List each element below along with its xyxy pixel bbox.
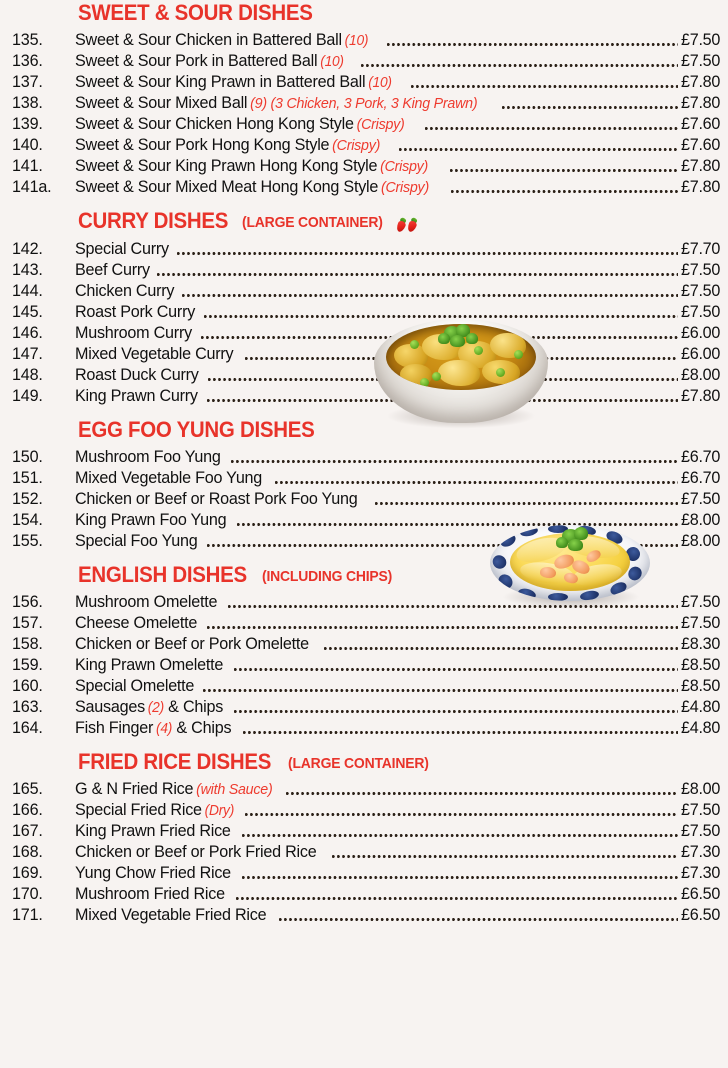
menu-item-number: 156. xyxy=(12,592,43,611)
menu-item-name xyxy=(75,633,309,654)
menu-item-name xyxy=(75,29,368,52)
menu-item-number: 143. xyxy=(12,260,43,279)
menu-item-name xyxy=(75,778,272,800)
menu-item-row xyxy=(0,364,728,385)
menu-item-name xyxy=(75,134,380,156)
menu-item-row xyxy=(0,29,728,50)
menu-item-row xyxy=(0,633,728,654)
menu-item-number: 146. xyxy=(12,323,43,342)
menu-item-number: 157. xyxy=(12,613,43,632)
menu-item-name xyxy=(75,446,221,467)
menu-item-name-text: Sweet & Sour King Prawn Hong Kong Style xyxy=(75,156,378,175)
dot-leader xyxy=(234,700,678,717)
dot-leader xyxy=(451,180,678,197)
menu-item-row xyxy=(0,176,728,197)
menu-item-price: £7.50 xyxy=(681,592,720,611)
dot-leader xyxy=(207,534,678,551)
dot-leader xyxy=(242,866,678,883)
menu-item-name-text: Roast Duck Curry xyxy=(75,365,199,384)
menu-item-price: £4.80 xyxy=(681,697,720,716)
menu-item-row xyxy=(0,904,728,925)
menu-item-row xyxy=(0,301,728,322)
dot-leader xyxy=(231,450,678,467)
section-title: FRIED RICE DISHES xyxy=(78,749,272,774)
menu-item-price: £8.50 xyxy=(681,655,720,674)
menu-item-number: 169. xyxy=(12,863,43,882)
dot-leader xyxy=(204,305,678,322)
section-subtitle: (LARGE CONTAINER) xyxy=(241,214,383,231)
menu-item-price: £7.80 xyxy=(681,72,720,91)
menu-item-number: 151. xyxy=(12,468,43,487)
menu-item-row xyxy=(0,612,728,633)
menu-item-number: 140. xyxy=(12,135,43,154)
menu-item-name xyxy=(75,509,226,530)
menu-item-note: (Crispy) xyxy=(380,158,429,175)
dot-leader xyxy=(361,54,678,71)
menu-item-name-text: Sweet & Sour Chicken Hong Kong Style xyxy=(75,114,354,133)
menu-item-name-text: Mushroom Foo Yung xyxy=(75,447,221,466)
menu-item-name-text: Mushroom Fried Rice xyxy=(75,884,225,903)
menu-item-name xyxy=(75,364,199,385)
menu-item-row xyxy=(0,591,728,612)
menu-item-note: (9) (3 Chicken, 3 Pork, 3 King Prawn) xyxy=(250,95,478,112)
dot-leader xyxy=(207,616,678,633)
menu-item-name xyxy=(75,883,225,904)
section-title: ENGLISH DISHES xyxy=(78,562,247,587)
menu-item-name xyxy=(75,654,223,675)
menu-item-name-text: Sweet & Sour Pork Hong Kong Style xyxy=(75,135,330,154)
menu-item-name xyxy=(75,488,357,509)
menu-item-note: (with Sauce) xyxy=(196,781,273,798)
menu-section-fried-rice-dishes xyxy=(0,738,728,925)
menu-item-name-text: King Prawn Foo Yung xyxy=(75,510,227,529)
menu-item-price: £7.80 xyxy=(681,156,720,175)
menu-item-name xyxy=(75,612,197,633)
section-heading-egg-foo-yung-dishes xyxy=(0,419,728,441)
menu-item-name xyxy=(75,696,223,719)
spice-level-indicator xyxy=(396,217,418,233)
menu-item-note: (10) xyxy=(344,33,369,49)
menu-item-name-text: Chicken Curry xyxy=(75,281,175,300)
menu-item-name-text: Roast Pork Curry xyxy=(75,302,196,321)
menu-item-row xyxy=(0,238,728,259)
menu-item-name-text: Beef Curry xyxy=(75,260,150,279)
menu-item-name xyxy=(75,385,198,406)
menu-item-price: £7.60 xyxy=(681,114,720,133)
menu-item-name-text: Chicken or Beef or Roast Pork Foo Yung xyxy=(75,489,358,508)
dot-leader xyxy=(208,368,678,385)
section-heading-english-dishes xyxy=(0,564,728,586)
menu-item-name xyxy=(75,280,174,301)
menu-item-price: £7.80 xyxy=(681,386,720,405)
menu-item-row xyxy=(0,799,728,820)
menu-section-sweet-and-sour-dishes xyxy=(0,2,728,197)
menu-item-name-text: King Prawn Curry xyxy=(75,386,198,405)
menu-item-name xyxy=(75,841,316,862)
menu-item-row xyxy=(0,654,728,675)
menu-section-egg-foo-yung-dishes xyxy=(0,406,728,551)
menu-item-price: £8.00 xyxy=(681,510,720,529)
menu-item-price: £7.60 xyxy=(681,135,720,154)
chili-pepper-icon xyxy=(396,218,407,232)
menu-item-number: 164. xyxy=(12,718,43,737)
menu-item-row xyxy=(0,675,728,696)
menu-item-name xyxy=(75,176,429,198)
menu-item-name xyxy=(75,322,192,343)
menu-item-number: 155. xyxy=(12,531,43,550)
menu-item-number: 158. xyxy=(12,634,43,653)
menu-item-row xyxy=(0,280,728,301)
dot-leader xyxy=(245,803,678,820)
menu-item-row xyxy=(0,92,728,113)
menu-item-name xyxy=(75,717,231,740)
menu-item-number: 141. xyxy=(12,156,43,175)
menu-item-name-text: Mixed Vegetable Fried Rice xyxy=(75,905,267,924)
menu-item-price: £6.70 xyxy=(681,447,720,466)
menu-item-note: (10) xyxy=(368,75,392,91)
dot-leader xyxy=(450,159,678,176)
menu-item-row xyxy=(0,820,728,841)
menu-item-row xyxy=(0,113,728,134)
menu-item-row xyxy=(0,134,728,155)
menu-item-name-text: Special Fried Rice xyxy=(75,800,202,819)
dot-leader xyxy=(286,782,678,799)
menu-item-name xyxy=(75,343,233,364)
menu-item-number: 141a. xyxy=(12,177,52,196)
menu-item-row xyxy=(0,696,728,717)
menu-item-note: (10) xyxy=(320,54,344,70)
dot-leader xyxy=(332,845,678,862)
menu-item-name xyxy=(75,50,344,73)
menu-item-number: 170. xyxy=(12,884,43,903)
dot-leader xyxy=(182,284,678,301)
menu-item-name-text: Cheese Omelette xyxy=(75,613,198,632)
menu-item-name xyxy=(75,92,477,114)
menu-item-number: 163. xyxy=(12,697,43,716)
menu-item-number: 149. xyxy=(12,386,43,405)
menu-item-row xyxy=(0,71,728,92)
dot-leader xyxy=(411,75,678,92)
dot-leader xyxy=(242,824,678,841)
menu-item-price: £7.50 xyxy=(681,281,720,300)
section-subtitle: (LARGE CONTAINER) xyxy=(288,755,429,772)
menu-item-row xyxy=(0,488,728,509)
dot-leader xyxy=(425,117,678,134)
menu-item-name-text: Chicken or Beef or Pork Fried Rice xyxy=(75,842,317,861)
menu-item-name-text: Sweet & Sour Pork in Battered Ball xyxy=(75,51,318,70)
menu-item-name-text: Sweet & Sour Mixed Ball xyxy=(75,93,248,112)
menu-item-name xyxy=(75,467,262,488)
menu-item-price: £6.50 xyxy=(681,905,720,924)
menu-item-number: 137. xyxy=(12,72,43,91)
menu-item-price: £6.70 xyxy=(681,468,720,487)
menu-item-name-text: Chicken or Beef or Pork Omelette xyxy=(75,634,309,653)
menu-item-name-text: Mushroom Omelette xyxy=(75,592,218,611)
menu-item-price: £8.50 xyxy=(681,676,720,695)
menu-item-row xyxy=(0,509,728,530)
dot-leader xyxy=(375,492,678,509)
menu-item-price: £8.00 xyxy=(681,531,720,550)
menu-item-price: £7.50 xyxy=(681,302,720,321)
menu-item-name xyxy=(75,675,194,696)
menu-item-number: 159. xyxy=(12,655,43,674)
menu-item-price: £4.80 xyxy=(681,718,720,737)
menu-item-number: 136. xyxy=(12,51,43,70)
menu-item-note: (2) xyxy=(147,700,164,716)
menu-item-name-text: Special Curry xyxy=(75,239,169,258)
menu-item-row xyxy=(0,883,728,904)
menu-item-name xyxy=(75,155,428,177)
menu-item-name xyxy=(75,862,231,883)
menu-item-name-text: Fish Finger xyxy=(75,718,154,737)
section-title: SWEET & SOUR DISHES xyxy=(78,0,313,25)
menu-item-price: £6.00 xyxy=(681,344,720,363)
menu-item-price: £7.50 xyxy=(681,30,720,49)
menu-item-name xyxy=(75,113,405,135)
menu-item-row xyxy=(0,322,728,343)
menu-item-name xyxy=(75,904,266,925)
dot-leader xyxy=(324,637,678,654)
menu-item-name-text: Mixed Vegetable Curry xyxy=(75,344,234,363)
chili-pepper-icon xyxy=(407,218,418,232)
menu-item-number: 139. xyxy=(12,114,43,133)
menu-item-price: £7.30 xyxy=(681,863,720,882)
menu-item-name xyxy=(75,259,150,280)
menu-item-number: 152. xyxy=(12,489,43,508)
menu-item-row xyxy=(0,259,728,280)
menu-item-number: 138. xyxy=(12,93,43,112)
dot-leader xyxy=(387,33,678,50)
menu-item-name xyxy=(75,238,169,259)
menu-item-note: (Crispy) xyxy=(356,116,405,133)
menu-item-number: 144. xyxy=(12,281,43,300)
menu-item-row xyxy=(0,385,728,406)
dot-leader xyxy=(275,471,678,488)
menu-item-name-text: Sweet & Sour Chicken in Battered Ball xyxy=(75,30,342,49)
menu-item-number: 145. xyxy=(12,302,43,321)
menu-item-row xyxy=(0,862,728,883)
dot-leader xyxy=(201,326,678,343)
menu-item-number: 154. xyxy=(12,510,43,529)
menu-item-number: 142. xyxy=(12,239,43,258)
menu-item-price: £8.30 xyxy=(681,634,720,653)
menu-item-note: (Crispy) xyxy=(380,179,429,196)
menu-item-row xyxy=(0,155,728,176)
menu-item-note: (Dry) xyxy=(204,803,235,819)
menu-item-name xyxy=(75,799,234,822)
menu-item-name-text: G & N Fried Rice xyxy=(75,779,194,798)
dot-leader xyxy=(203,679,678,696)
menu-item-row xyxy=(0,841,728,862)
section-heading-sweet-and-sour-dishes xyxy=(0,2,728,24)
menu-item-number: 168. xyxy=(12,842,43,861)
menu-item-name-text: Special Foo Yung xyxy=(75,531,198,550)
menu-item-price: £8.00 xyxy=(681,779,720,798)
dot-leader xyxy=(157,263,678,280)
dot-leader xyxy=(234,658,678,675)
dot-leader xyxy=(207,389,678,406)
menu-item-name-suffix: & Chips xyxy=(172,718,232,737)
section-subtitle: (INCLUDING CHIPS) xyxy=(262,568,393,585)
menu-item-number: 150. xyxy=(12,447,43,466)
menu-item-row xyxy=(0,717,728,738)
section-title: EGG FOO YUNG DISHES xyxy=(78,417,315,442)
menu-item-name-suffix: & Chips xyxy=(163,697,224,716)
menu-item-name xyxy=(75,71,392,94)
menu-item-row xyxy=(0,50,728,71)
menu-item-price: £7.70 xyxy=(681,239,720,258)
menu-item-name-text: Sweet & Sour Mixed Meat Hong Kong Style xyxy=(75,177,379,196)
menu-item-price: £7.80 xyxy=(681,93,720,112)
menu-item-number: 135. xyxy=(12,30,43,49)
dot-leader xyxy=(502,96,678,113)
dot-leader xyxy=(236,887,678,904)
dot-leader xyxy=(243,721,678,738)
menu-item-note: (Crispy) xyxy=(332,137,381,154)
menu-section-curry-dishes xyxy=(0,197,728,406)
menu-item-price: £7.50 xyxy=(681,800,720,819)
menu-item-name-text: Special Omelette xyxy=(75,676,195,695)
menu-item-price: £7.50 xyxy=(681,51,720,70)
menu-item-row xyxy=(0,467,728,488)
menu-section-english-dishes xyxy=(0,551,728,738)
menu-item-price: £6.00 xyxy=(681,323,720,342)
menu-item-row xyxy=(0,530,728,551)
dot-leader xyxy=(177,242,678,259)
dot-leader xyxy=(399,138,678,155)
section-heading-fried-rice-dishes xyxy=(0,751,728,773)
menu-item-name xyxy=(75,301,195,322)
menu-item-number: 165. xyxy=(12,779,43,798)
menu-item-row xyxy=(0,446,728,467)
menu-item-name-text: Mushroom Curry xyxy=(75,323,192,342)
section-heading-curry-dishes xyxy=(0,210,728,233)
menu-item-number: 147. xyxy=(12,344,43,363)
menu-item-number: 148. xyxy=(12,365,43,384)
menu-item-price: £7.50 xyxy=(681,821,720,840)
section-title: CURRY DISHES xyxy=(78,208,229,233)
menu-item-row xyxy=(0,343,728,364)
menu-item-price: £7.50 xyxy=(681,613,720,632)
menu-item-price: £7.50 xyxy=(681,489,720,508)
menu-item-price: £7.30 xyxy=(681,842,720,861)
menu-item-name-text: Sweet & Sour King Prawn in Battered Ball xyxy=(75,72,366,91)
menu-item-name-text: Sausages xyxy=(75,697,145,716)
dot-leader xyxy=(228,595,678,612)
menu-item-price: £8.00 xyxy=(681,365,720,384)
dot-leader xyxy=(245,347,678,364)
menu-item-number: 171. xyxy=(12,905,43,924)
dot-leader xyxy=(237,513,678,530)
menu-item-row xyxy=(0,778,728,799)
menu-item-name-text: Yung Chow Fried Rice xyxy=(75,863,231,882)
menu-item-price: £7.50 xyxy=(681,260,720,279)
menu-item-name-text: King Prawn Fried Rice xyxy=(75,821,231,840)
menu-item-name-text: Mixed Vegetable Foo Yung xyxy=(75,468,263,487)
menu-item-number: 166. xyxy=(12,800,43,819)
menu-item-number: 167. xyxy=(12,821,43,840)
dot-leader xyxy=(279,908,678,925)
menu-item-name xyxy=(75,820,231,841)
menu-item-price: £6.50 xyxy=(681,884,720,903)
menu-item-name xyxy=(75,591,217,612)
menu-item-number: 160. xyxy=(12,676,43,695)
menu-item-note: (4) xyxy=(156,721,173,737)
menu-item-price: £7.80 xyxy=(681,177,720,196)
menu-item-name-text: King Prawn Omelette xyxy=(75,655,224,674)
menu-item-name xyxy=(75,530,198,551)
